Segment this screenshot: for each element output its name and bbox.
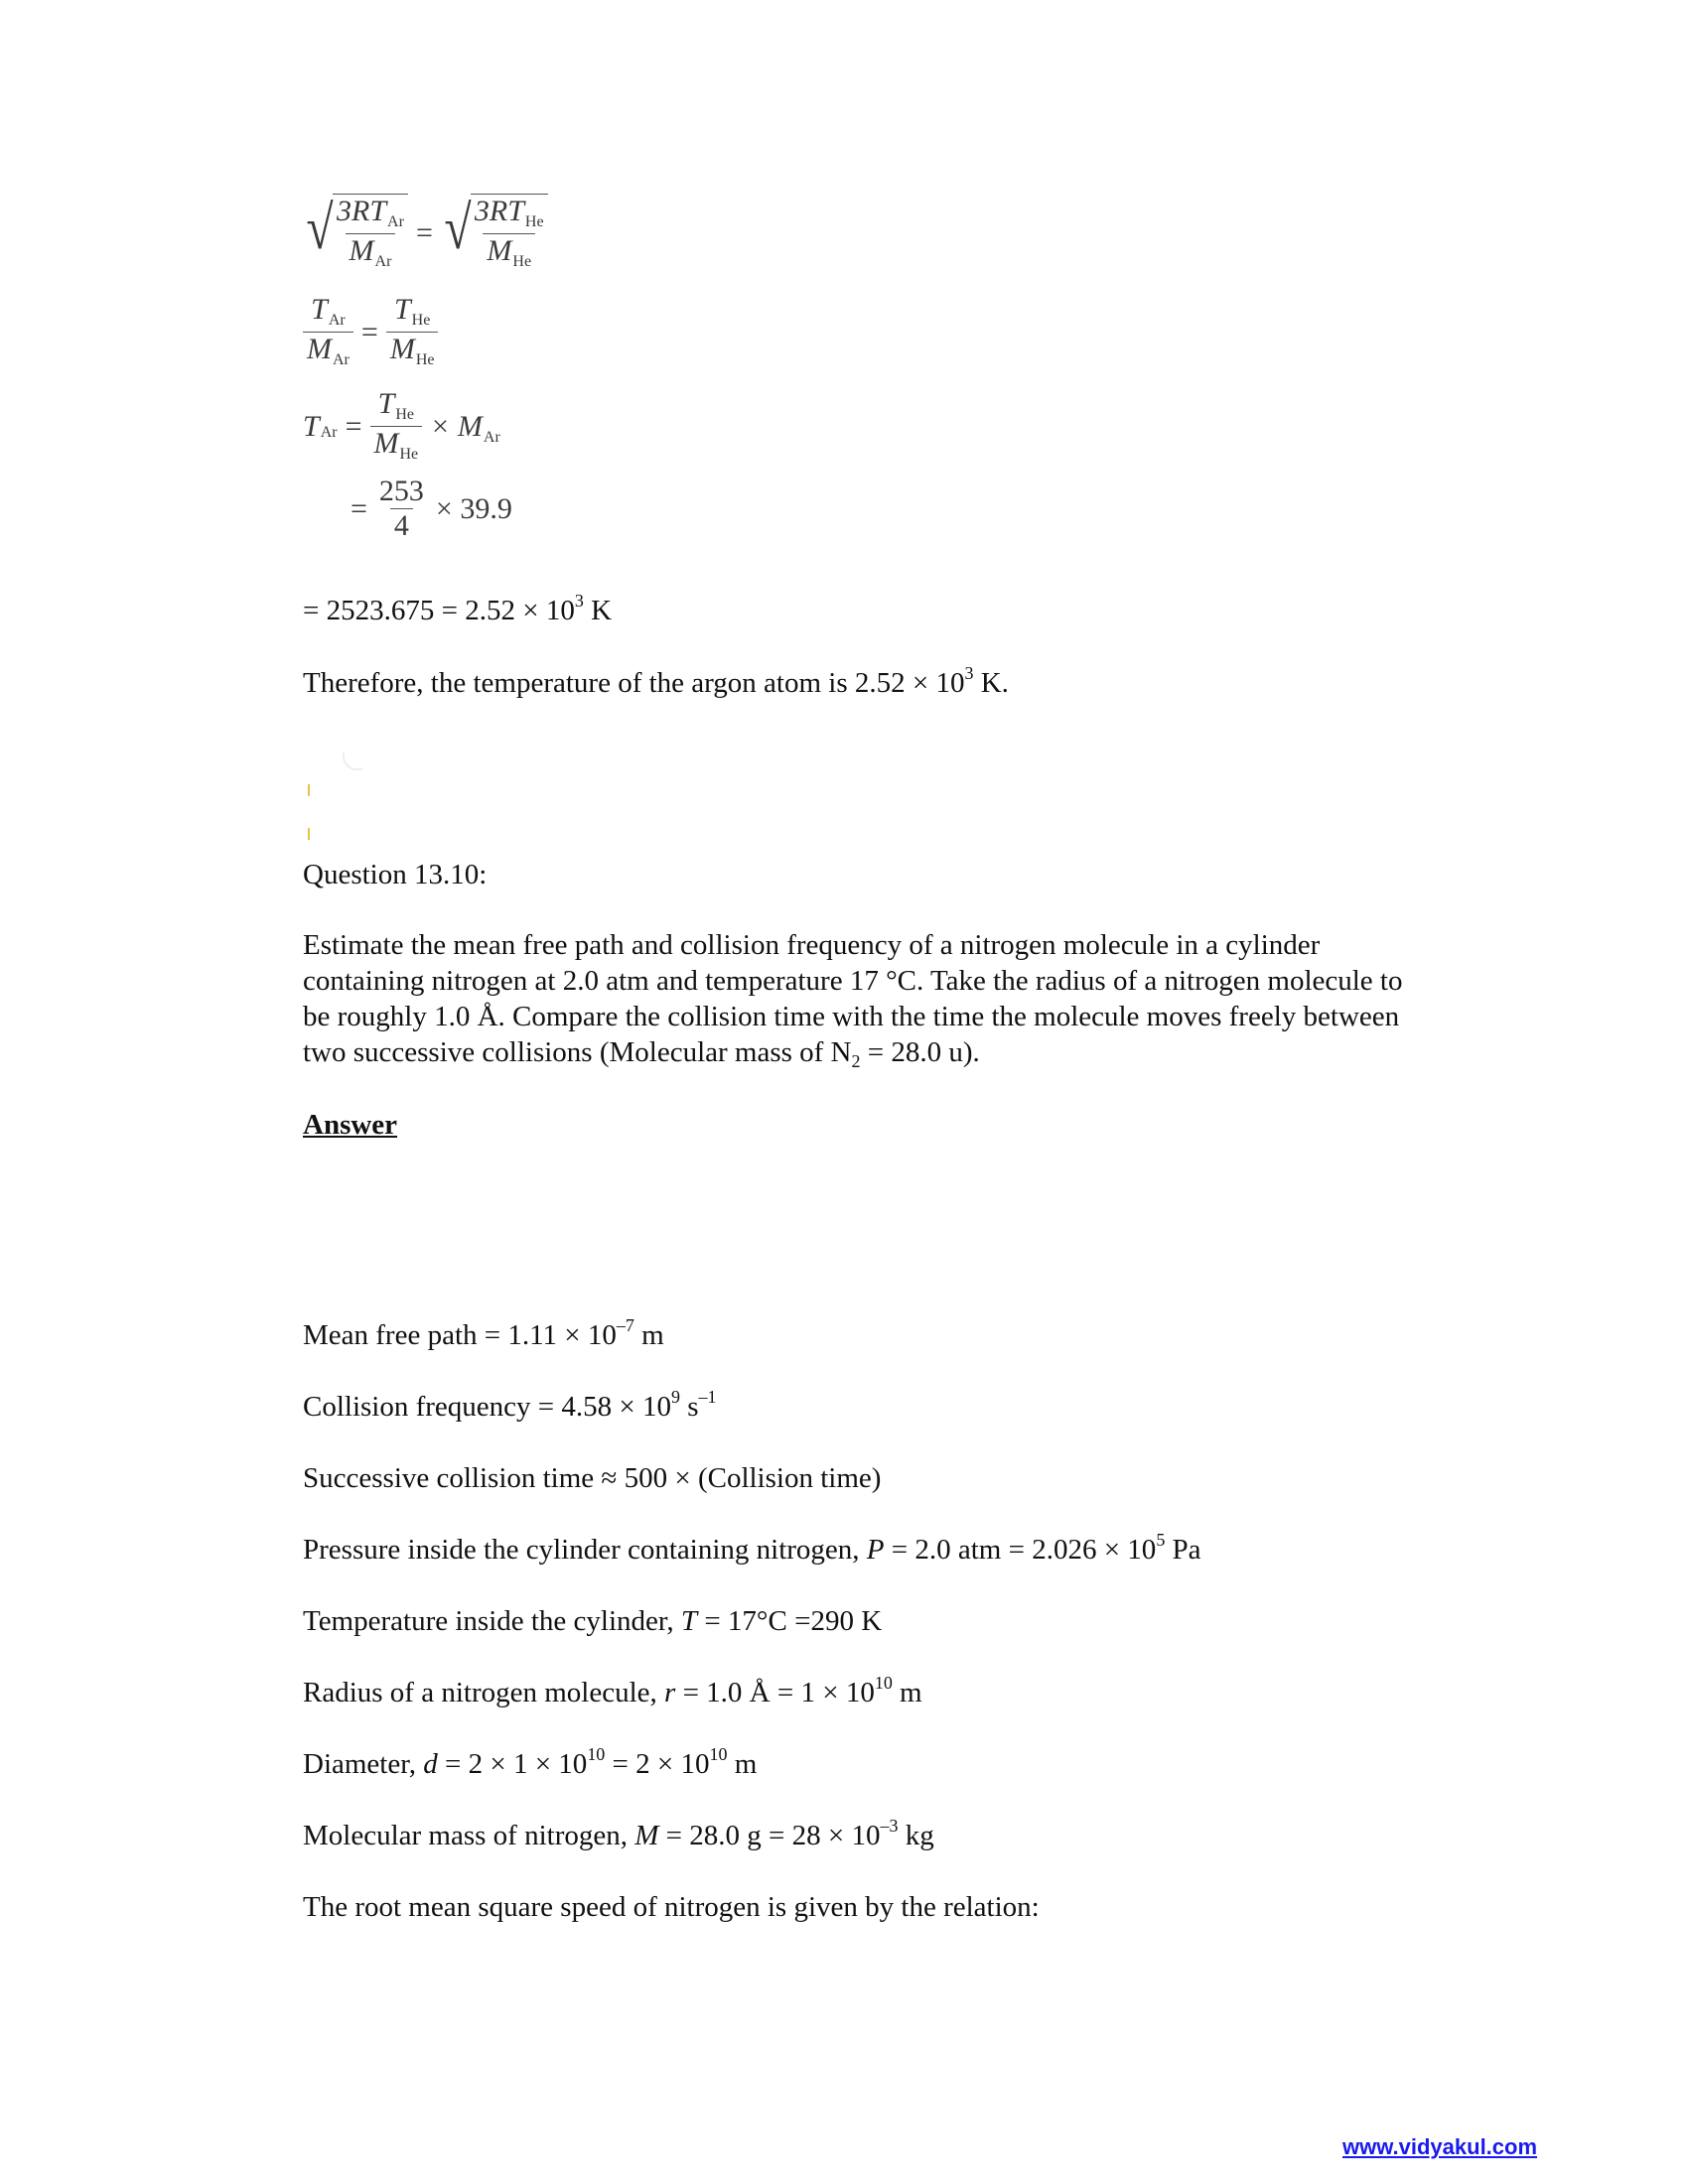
conclusion-exponent: 3	[964, 662, 974, 683]
equation-t-ar	[303, 387, 500, 466]
numerator-253: 253	[378, 475, 424, 507]
equation-sqrt-ratio	[303, 194, 548, 273]
numerator-t: T	[311, 293, 328, 326]
denominator-m: M	[307, 333, 332, 365]
line-text: = 2.0 atm = 2.026 × 10	[884, 1534, 1157, 1566]
times-m: × M	[430, 409, 483, 443]
subscript-ar: Ar	[320, 423, 338, 441]
line-text: Mean free path = 1.11 × 10	[303, 1319, 617, 1351]
question-text-end: = 28.0 u).	[860, 1036, 980, 1068]
subscript-ar: Ar	[374, 253, 392, 270]
successive-collision-time-line	[303, 1461, 881, 1495]
question-body	[303, 927, 1425, 1073]
line-text: Collision frequency = 4.58 × 10	[303, 1391, 671, 1423]
subscript-he: He	[399, 446, 419, 463]
equals-sign: =	[345, 409, 362, 443]
answer-heading: Answer	[303, 1109, 398, 1141]
exponent: 10	[874, 1672, 893, 1693]
denominator-m: M	[389, 333, 415, 365]
equals-sign: =	[360, 315, 378, 348]
subscript-he: He	[524, 213, 544, 230]
subscript-he: He	[395, 406, 414, 423]
pressure-line	[303, 1529, 1201, 1570]
subscript-ar: Ar	[333, 351, 350, 368]
numerator-t: T	[393, 293, 411, 326]
denominator-4: 4	[390, 508, 413, 543]
faint-tick-mark	[308, 784, 310, 796]
subscript-ar: Ar	[387, 213, 404, 230]
line-text: Pressure inside the cylinder containing nitrogen,	[303, 1534, 867, 1566]
line-text: = 28.0 g = 28 × 10	[658, 1820, 881, 1851]
exponent: 10	[709, 1743, 728, 1764]
equals-sign: =	[351, 491, 367, 525]
exponent: 10	[587, 1743, 606, 1764]
equals-sign: =	[415, 216, 433, 249]
diameter-line	[303, 1743, 758, 1784]
conclusion-text: Therefore, the temperature of the argon atom is 2.52 × 10	[303, 667, 965, 699]
subscript-2: 2	[851, 1051, 861, 1072]
subscript-ar: Ar	[483, 428, 500, 446]
sqrt-lhs: √ $\frac{3RT_{Ar}}{M_{Ar}}$	[303, 194, 408, 273]
variable: d	[423, 1748, 438, 1780]
unit-exponent: –1	[698, 1386, 717, 1407]
line-text: = 2 × 1 × 10	[437, 1748, 588, 1780]
variable: P	[866, 1534, 885, 1566]
rms-speed-intro-line	[303, 1890, 1040, 1924]
faint-arc-mark	[343, 752, 362, 770]
question-title: Question 13.10:	[303, 859, 488, 890]
subscript-he: He	[512, 253, 532, 270]
equation-numeric	[343, 475, 512, 543]
result-unit: K	[583, 595, 613, 626]
unit: s	[679, 1391, 699, 1423]
unit: m	[727, 1748, 758, 1780]
line-text: The root mean square speed of nitrogen is given by the relation:	[303, 1891, 1040, 1923]
exponent: –7	[616, 1314, 634, 1335]
times-39-9: × 39.9	[435, 491, 512, 525]
unit: kg	[898, 1820, 934, 1851]
line-text: Diameter,	[303, 1748, 424, 1780]
numerator-3rt: 3RT	[474, 195, 524, 227]
line-text: Temperature inside the cylinder,	[303, 1605, 681, 1637]
subscript-he: He	[411, 312, 431, 329]
question-text: Estimate the mean free path and collision frequency of a nitrogen molecule in a cylinder containing nitrogen at 2.0 atm and temperature 17 °C. Take the radius of a nitrogen molecule to be roughly 1.0 Å. Compare the collision time with the time the molecule moves freely between two successive collisions (Molecular mass of N	[303, 929, 1403, 1068]
exponent: 5	[1156, 1529, 1166, 1550]
molecular-mass-line	[303, 1815, 934, 1855]
result-line	[303, 590, 613, 630]
line-text: Molecular mass of nitrogen,	[303, 1820, 635, 1851]
conclusion-line	[303, 662, 1009, 703]
result-exponent: 3	[574, 590, 584, 611]
denominator-m: M	[373, 427, 399, 460]
line-text: = 17°C =290 K	[697, 1605, 883, 1637]
variable: r	[664, 1677, 676, 1708]
line-text: Radius of a nitrogen molecule,	[303, 1677, 665, 1708]
equation-t-over-m	[303, 293, 438, 371]
exponent: 9	[671, 1386, 680, 1407]
collision-frequency-line	[303, 1386, 717, 1427]
conclusion-unit: K.	[973, 667, 1009, 699]
footer-website-link[interactable]: www.vidyakul.com	[1342, 2134, 1538, 2159]
variable: M	[634, 1820, 659, 1851]
numerator-t: T	[377, 387, 395, 420]
line-text: = 1.0 Å = 1 × 10	[675, 1677, 875, 1708]
sqrt-rhs: √ $\frac{3RT_{He}}{M_{He}}$	[441, 194, 548, 273]
denominator-m: M	[487, 234, 512, 267]
faint-tick-mark	[308, 828, 310, 840]
exponent: –3	[880, 1815, 899, 1836]
line-text: Successive collision time ≈ 500 × (Collision time)	[303, 1462, 882, 1494]
line-text: = 2 × 10	[605, 1748, 710, 1780]
subscript-ar: Ar	[328, 312, 346, 329]
subscript-he: He	[415, 351, 435, 368]
unit: m	[892, 1677, 922, 1708]
unit: m	[633, 1319, 664, 1351]
denominator-m: M	[349, 234, 374, 267]
variable: T	[680, 1605, 698, 1637]
numerator-3rt: 3RT	[337, 195, 387, 227]
temperature-line	[303, 1604, 882, 1638]
radius-line	[303, 1672, 922, 1712]
unit: Pa	[1165, 1534, 1201, 1566]
mean-free-path-line	[303, 1314, 664, 1355]
t-symbol: T	[303, 409, 320, 443]
result-text: = 2523.675 = 2.52 × 10	[303, 595, 575, 626]
